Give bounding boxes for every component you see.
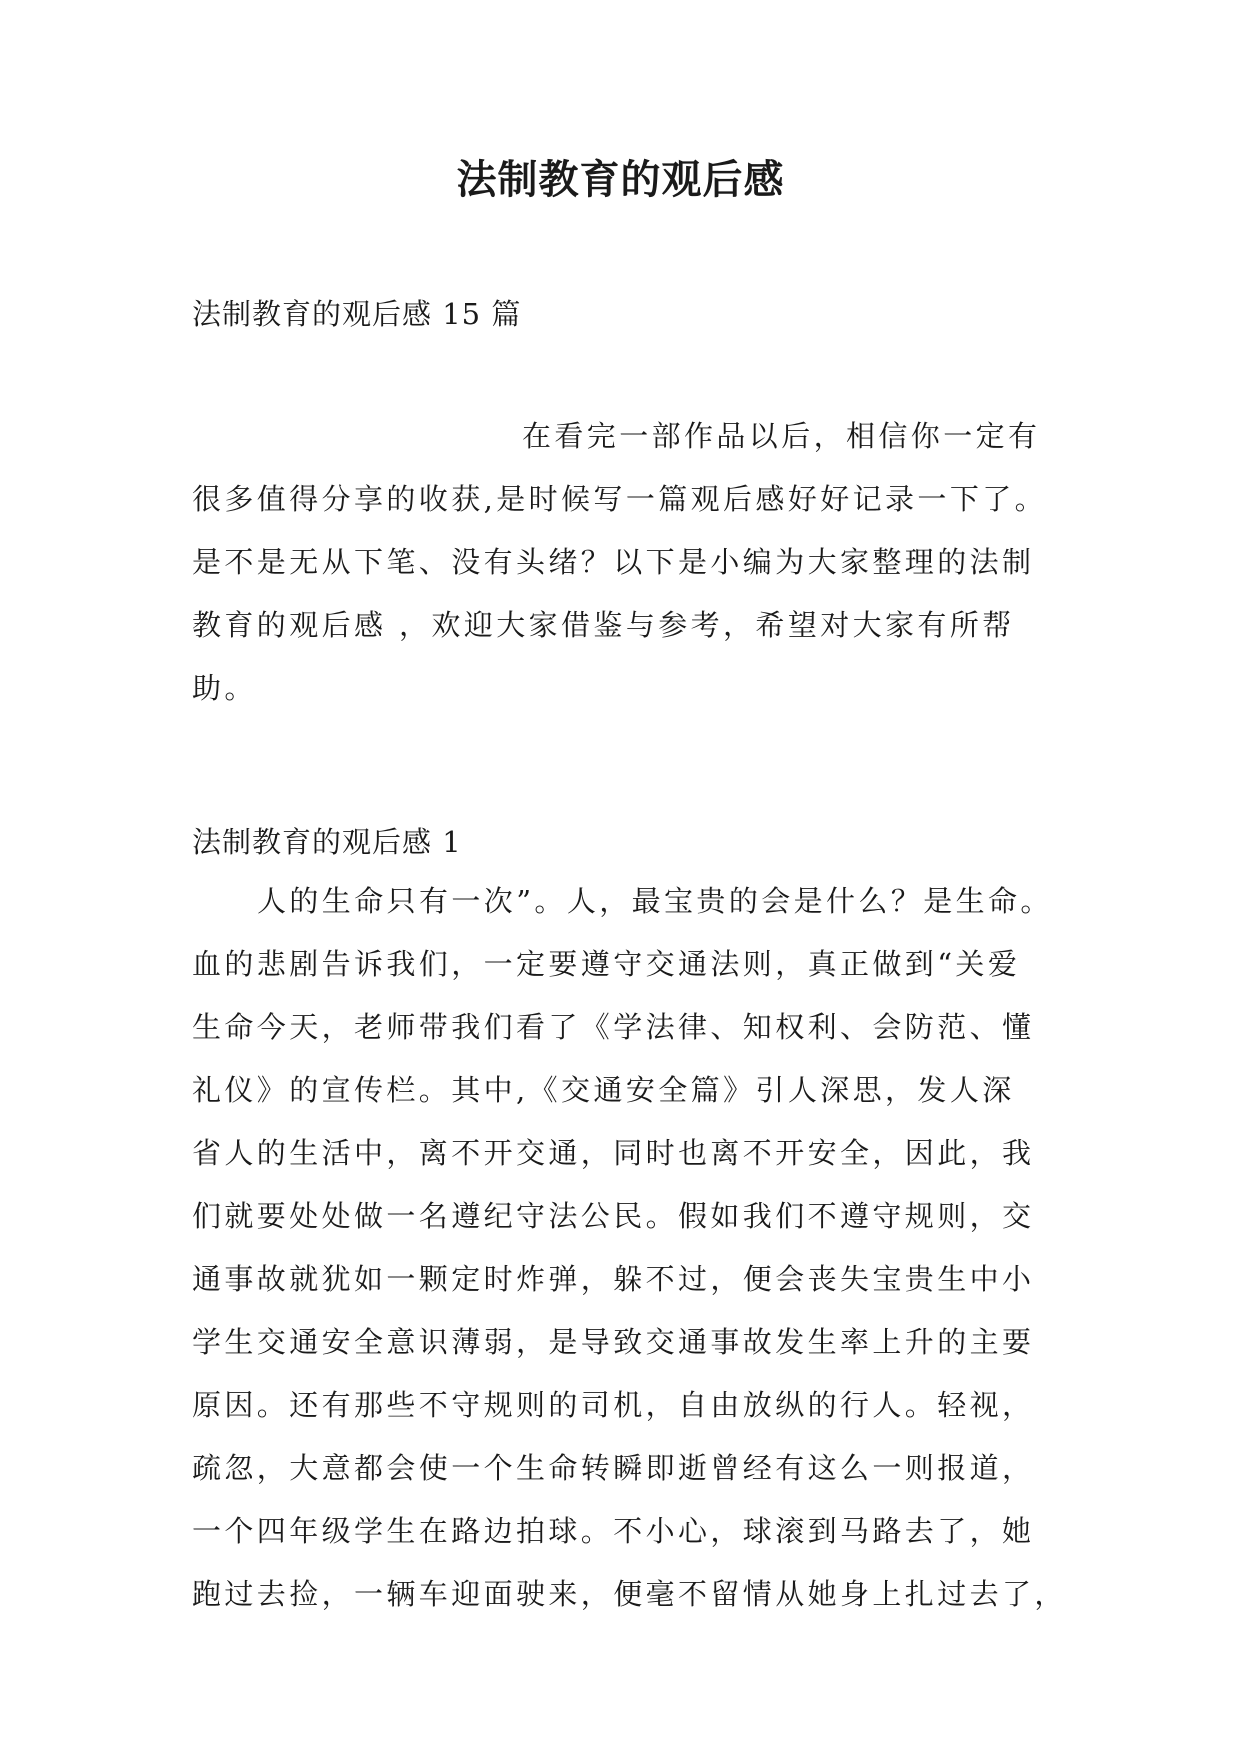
intro-line: 很多值得分享的收获,是时候写一篇观后感好好记录一下了。	[192, 482, 1048, 516]
intro-line: 助。	[192, 671, 257, 705]
body-paragraph	[192, 870, 1092, 1626]
intro-line: 教育的观后感 ，欢迎大家借鉴与参考，希望对大家有所帮	[192, 608, 1015, 642]
body-line: 礼仪》的宣传栏。其中,《交通安全篇》引人深思，发人深	[192, 1073, 1015, 1107]
body-line: 血的悲剧告诉我们，一定要遵守交通法则，真正做到“关爱	[192, 947, 1021, 981]
document-title: 法制教育的观后感	[456, 156, 785, 203]
intro-line: 在看完一部作品以后，相信你一定有	[522, 419, 1041, 453]
body-line: 们就要处处做一名遵纪守法公民。假如我们不遵守规则，交	[192, 1199, 1035, 1233]
body-line: 生命今天，老师带我们看了《学法律、知权利、会防范、懂	[192, 1010, 1035, 1044]
section-heading: 法制教育的观后感 1	[192, 825, 462, 859]
body-line: 疏忽，大意都会使一个生命转瞬即逝曾经有这么一则报道，	[192, 1451, 1035, 1485]
intro-line: 是不是无从下笔、没有头绪？以下是小编为大家整理的法制	[192, 545, 1035, 579]
body-line: 一个四年级学生在路边拍球。不小心，球滚到马路去了，她	[192, 1514, 1035, 1548]
intro-paragraph	[192, 405, 1072, 720]
body-line: 人的生命只有一次”。人，最宝贵的会是什么？是生命。	[257, 884, 1053, 918]
body-line: 原因。还有那些不守规则的司机，自由放纵的行人。轻视，	[192, 1388, 1035, 1422]
body-line: 学生交通安全意识薄弱，是导致交通事故发生率上升的主要	[192, 1325, 1035, 1359]
body-line: 跑过去捡，一辆车迎面驶来，便毫不留情从她身上扎过去了，	[192, 1577, 1067, 1611]
body-line: 通事故就犹如一颗定时炸弹，躲不过，便会丧失宝贵生中小	[192, 1262, 1035, 1296]
body-line: 省人的生活中，离不开交通，同时也离不开安全，因此，我	[192, 1136, 1035, 1170]
document-subtitle: 法制教育的观后感 15 篇	[192, 297, 522, 331]
